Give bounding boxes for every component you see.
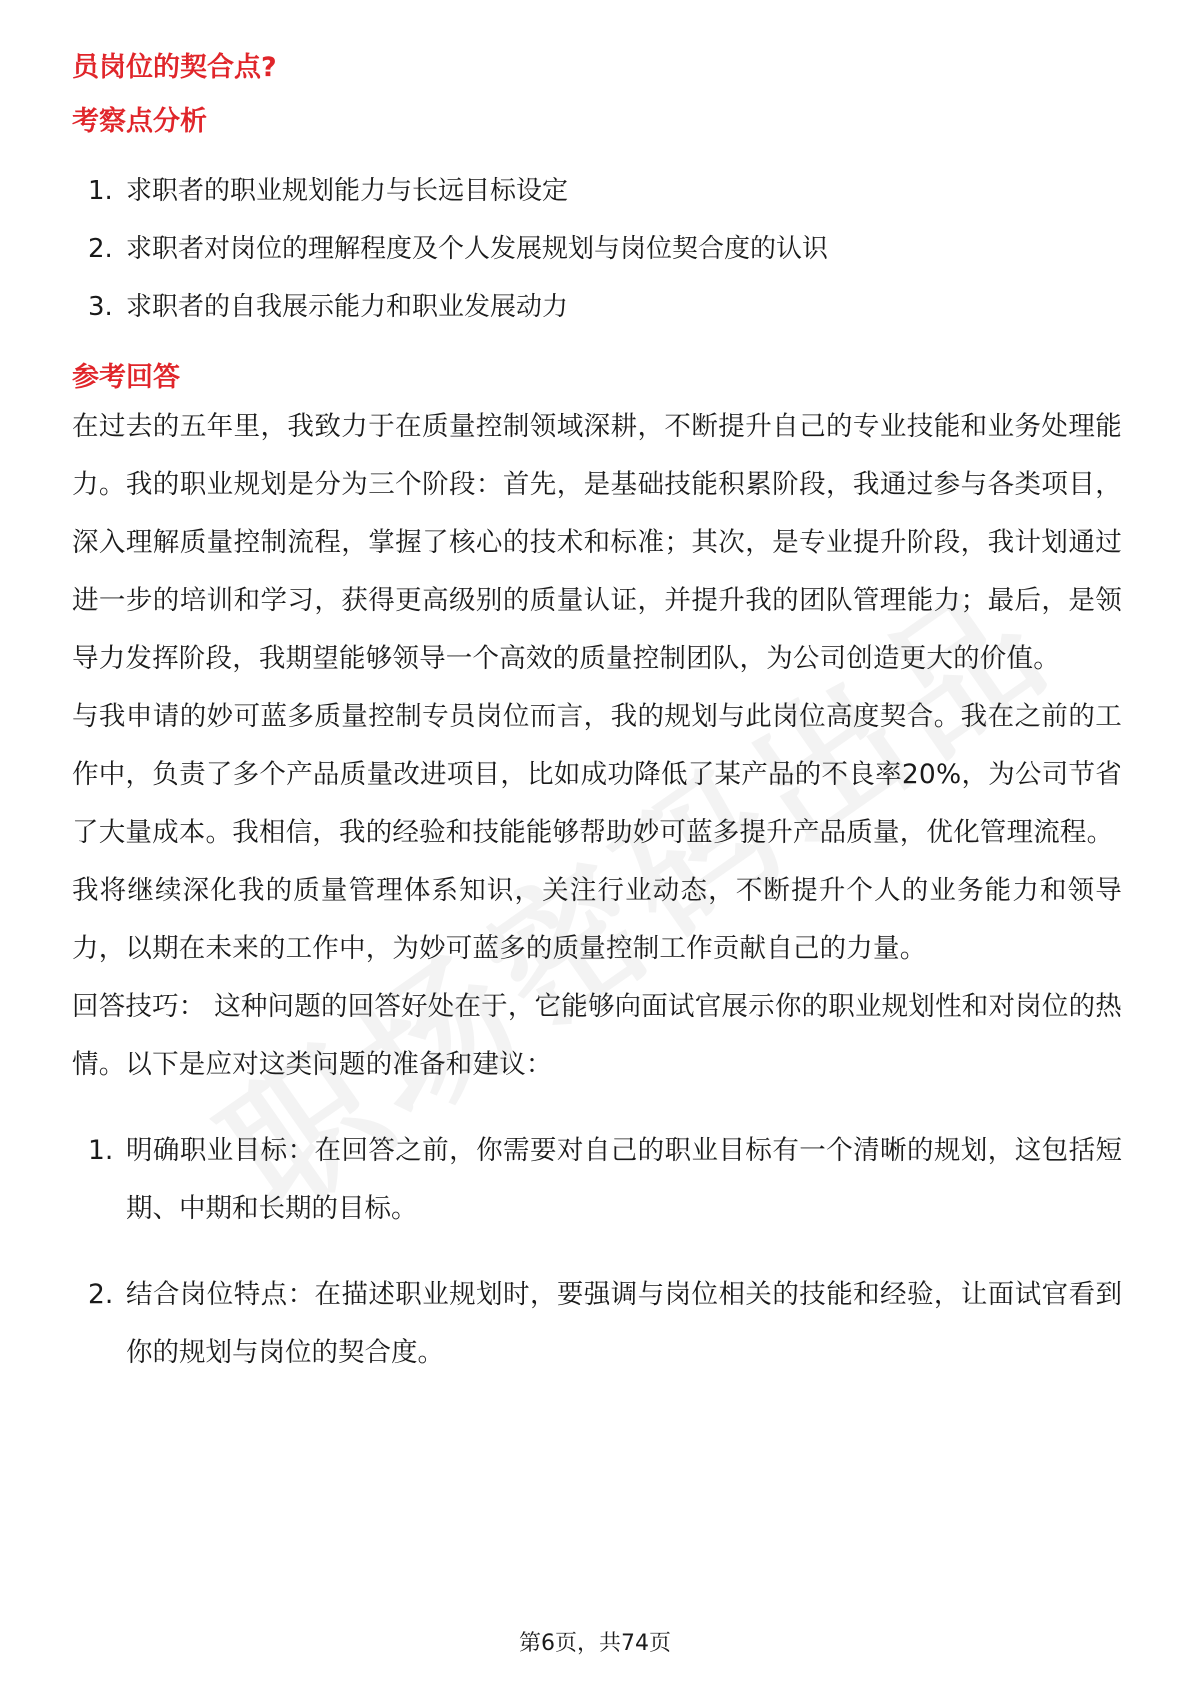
page-footer: 第6页，共74页 <box>519 1631 671 1656</box>
analysis-heading: 考察点分析 <box>72 106 207 137</box>
document-page <box>72 44 1122 1410</box>
list-text: 求职者的职业规划能力与长远目标设定 <box>126 176 569 206</box>
list-item <box>72 162 1122 220</box>
list-text: 求职者的自我展示能力和职业发展动力 <box>126 292 569 322</box>
question-title: 员岗位的契合点? <box>72 52 277 83</box>
list-text: 求职者对岗位的理解程度及个人发展规划与岗位契合度的认识 <box>126 234 829 264</box>
analysis-list <box>72 162 1122 336</box>
list-number: 1. <box>88 176 113 206</box>
answer-heading: 参考回答 <box>72 362 180 393</box>
list-item <box>72 278 1122 336</box>
list-number: 2. <box>88 234 113 264</box>
tips-intro: 回答技巧： 这种问题的回答好处在于，它能够向面试官展示你的职业规划性和对岗位的热情。以下是应对这类问题的准备和建议： <box>72 991 1122 1080</box>
tips-list <box>72 1122 1122 1382</box>
list-number: 2. <box>88 1279 114 1310</box>
answer-paragraph: 在过去的五年里，我致力于在质量控制领域深耕，不断提升自己的专业技能和业务处理能力。我的职业规划是分为三个阶段：首先，是基础技能积累阶段，我通过参与各类项目，深入理解质量控制流程，掌握了核心的技术和标准；其次，是专业提升阶段，我计划通过进一步的培训和学习，获得更高级别的质量认证，并提升我的团队管理能力；最后，是领导力发挥阶段，我期望能够领导一个高效的质量控制团队，为公司创造更大的价值。 <box>72 411 1122 674</box>
list-item <box>72 220 1122 278</box>
answer-paragraph: 我将继续深化我的质量管理体系知识，关注行业动态，不断提升个人的业务能力和领导力，以期在未来的工作中，为妙可蓝多的质量控制工作贡献自己的力量。 <box>72 875 1122 964</box>
list-number: 3. <box>88 292 113 322</box>
list-item <box>72 1266 1122 1382</box>
list-number: 1. <box>88 1135 114 1166</box>
list-text: 结合岗位特点：在描述职业规划时，要强调与岗位相关的技能和经验，让面试官看到你的规划与岗位的契合度。 <box>126 1279 1122 1368</box>
list-text: 明确职业目标：在回答之前，你需要对自己的职业目标有一个清晰的规划，这包括短期、中期和长期的目标。 <box>126 1135 1122 1224</box>
answer-paragraph: 与我申请的妙可蓝多质量控制专员岗位而言，我的规划与此岗位高度契合。我在之前的工作中，负责了多个产品质量改进项目，比如成功降低了某产品的不良率20%，为公司节省了大量成本。我相信，我的经验和技能能够帮助妙可蓝多提升产品质量，优化管理流程。 <box>72 701 1122 848</box>
list-item <box>72 1122 1122 1238</box>
